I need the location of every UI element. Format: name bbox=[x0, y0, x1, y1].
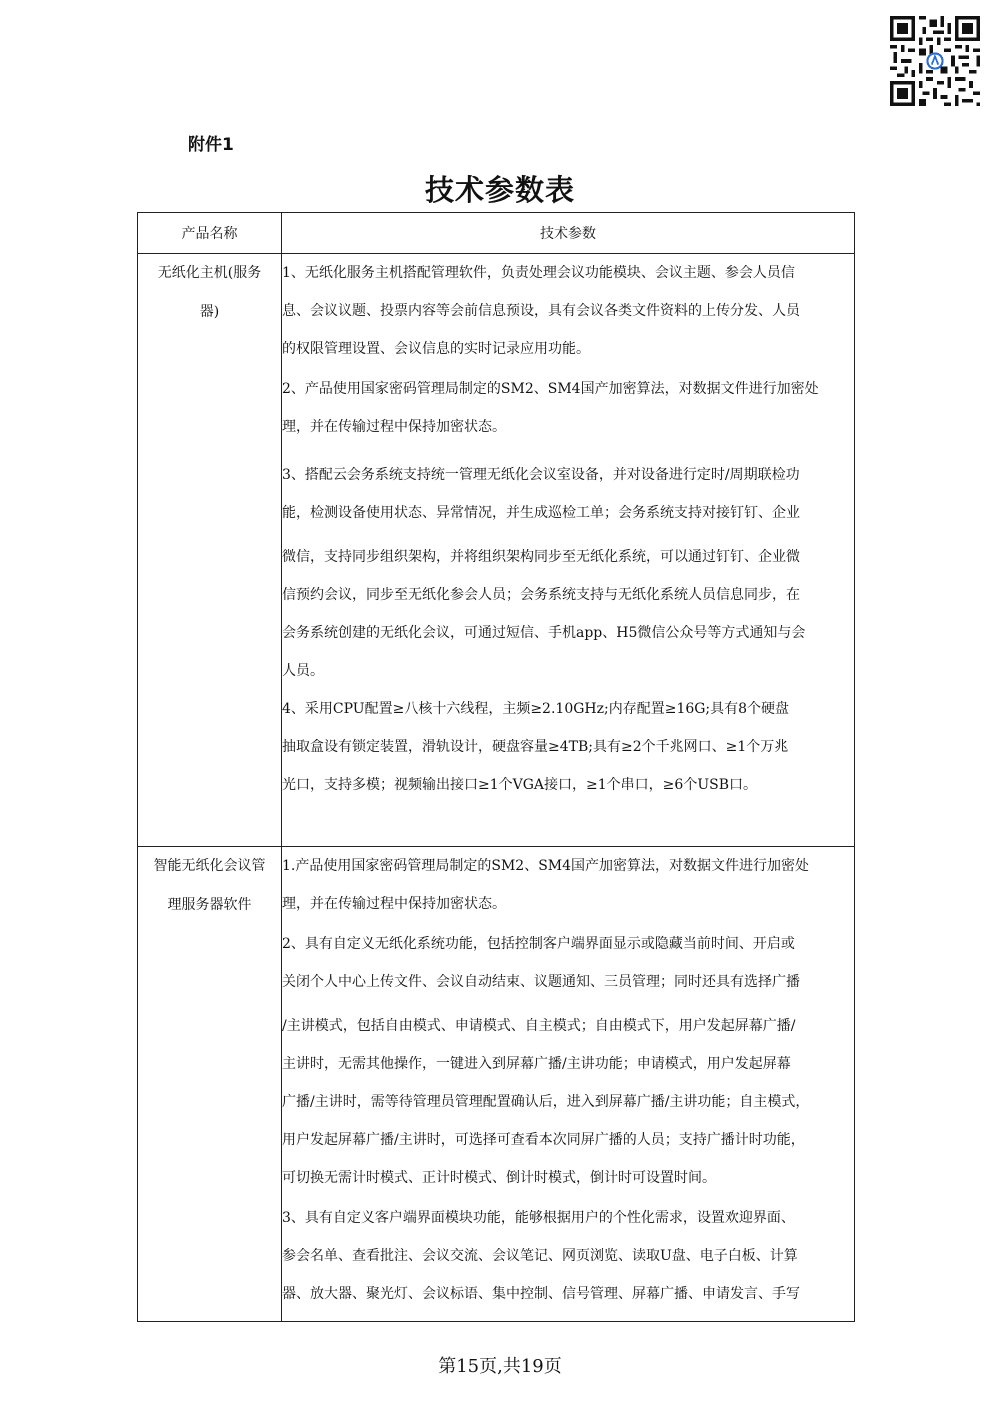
page-number: 第15页,共19页 bbox=[438, 1356, 562, 1377]
spec-line: 理，并在传输过程中保持加密状态。 bbox=[282, 896, 506, 912]
spec-line: 参会名单、查看批注、会议交流、会议笔记、网页浏览、读取U盘、电子白板、计算 bbox=[282, 1248, 798, 1264]
product-name-cell bbox=[138, 254, 282, 847]
spec-line: 器、放大器、聚光灯、会议标语、集中控制、信号管理、屏幕广播、申请发言、手写 bbox=[282, 1286, 800, 1302]
spec-line: 4、采用CPU配置≥八核十六线程，主频≥2.10GHz;内存配置≥16G;具有8个硬盘 bbox=[282, 701, 790, 717]
product-name-line: 理服务器软件 bbox=[167, 897, 252, 913]
spec-line: 2、具有自定义无纸化系统功能，包括控制客户端界面显示或隐藏当前时间、开启或 bbox=[282, 936, 795, 952]
spec-line: 3、搭配云会务系统支持统一管理无纸化会议室设备，并对设备进行定时/周期联检功 bbox=[282, 467, 800, 483]
spec-line: 2、产品使用国家密码管理局制定的SM2、SM4国产加密算法，对数据文件进行加密处 bbox=[282, 381, 819, 397]
spec-line: 微信，支持同步组织架构，并将组织架构同步至无纸化系统，可以通过钉钉、企业微 bbox=[282, 549, 800, 565]
spec-line: 1.产品使用国家密码管理局制定的SM2、SM4国产加密算法，对数据文件进行加密处 bbox=[282, 858, 810, 874]
table-row bbox=[138, 847, 855, 1322]
spec-line: /主讲模式，包括自由模式、申请模式、自主模式；自由模式下，用户发起屏幕广播/ bbox=[282, 1018, 796, 1034]
spec-line: 1、无纸化服务主机搭配管理软件，负责处理会议功能模块、会议主题、参会人员信 bbox=[282, 265, 795, 281]
product-name-line: 智能无纸化会议管 bbox=[153, 858, 266, 874]
spec-cell bbox=[282, 254, 855, 847]
spec-table bbox=[137, 212, 855, 1322]
spec-line: 光口，支持多模；视频输出接口≥1个VGA接口，≥1个串口，≥6个USB口。 bbox=[282, 777, 757, 793]
page-title: 技术参数表 bbox=[424, 173, 575, 207]
spec-line: 广播/主讲时，需等待管理员管理配置确认后，进入到屏幕广播/主讲功能；自主模式， bbox=[282, 1094, 810, 1110]
spec-line: 3、具有自定义客户端界面模块功能，能够根据用户的个性化需求，设置欢迎界面、 bbox=[282, 1210, 795, 1226]
table-row bbox=[138, 254, 855, 847]
qr-code-icon bbox=[890, 16, 980, 106]
product-name-cell bbox=[138, 847, 282, 1322]
spec-line: 主讲时，无需其他操作，一键进入到屏幕广播/主讲功能；申请模式，用户发起屏幕 bbox=[282, 1056, 791, 1072]
table-header-row bbox=[138, 213, 855, 254]
attachment-label: 附件1 bbox=[188, 135, 234, 155]
product-name-line: 无纸化主机(服务 bbox=[157, 265, 262, 281]
product-name-line: 器) bbox=[199, 304, 220, 320]
spec-line: 抽取盒设有锁定装置，滑轨设计，硬盘容量≥4TB;具有≥2个千兆网口、≥1个万兆 bbox=[282, 739, 789, 755]
column-header-specs: 技术参数 bbox=[282, 213, 855, 254]
spec-cell bbox=[282, 847, 855, 1322]
spec-line: 关闭个人中心上传文件、会议自动结束、议题通知、三员管理；同时还具有选择广播 bbox=[282, 974, 800, 990]
spec-line: 的权限管理设置、会议信息的实时记录应用功能。 bbox=[282, 341, 590, 357]
spec-line: 理，并在传输过程中保持加密状态。 bbox=[282, 419, 506, 435]
spec-line: 用户发起屏幕广播/主讲时，可选择可查看本次同屏广播的人员；支持广播计时功能， bbox=[282, 1132, 805, 1148]
spec-line: 可切换无需计时模式、正计时模式、倒计时模式，倒计时可设置时间。 bbox=[282, 1170, 716, 1186]
spec-line: 人员。 bbox=[282, 663, 324, 679]
column-header-product-name: 产品名称 bbox=[138, 213, 282, 254]
spec-line: 信预约会议，同步至无纸化参会人员；会务系统支持与无纸化系统人员信息同步，在 bbox=[282, 587, 800, 603]
spec-line: 息、会议议题、投票内容等会前信息预设，具有会议各类文件资料的上传分发、人员 bbox=[282, 303, 800, 319]
spec-line: 会务系统创建的无纸化会议，可通过短信、手机app、H5微信公众号等方式通知与会 bbox=[282, 625, 806, 641]
spec-line: 能，检测设备使用状态、异常情况，并生成巡检工单；会务系统支持对接钉钉、企业 bbox=[282, 505, 800, 521]
